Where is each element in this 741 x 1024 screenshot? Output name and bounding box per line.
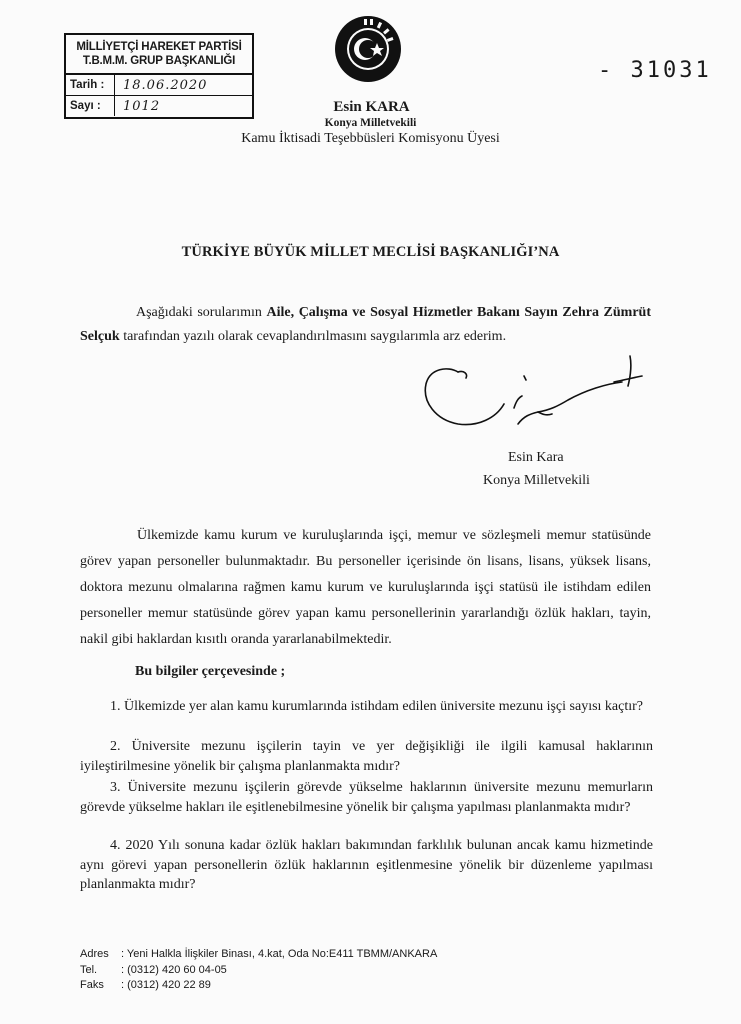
document-number: - 31031 xyxy=(598,58,712,83)
question-text: 4. 2020 Yılı sonuna kadar özlük hakları bakımından farklılık bulunan ancak kamu hizmetinde aynı görevi yapan personellerin özlük haklarının eşitlenmesine yönelik bir düzenleme yapılması planlanmakta mıdır? xyxy=(80,838,653,892)
footer-address-value: : Yeni Halkla İlişkiler Binası, 4.kat, Oda No:E411 TBMM/ANKARA xyxy=(121,948,438,960)
stamp-date-row xyxy=(66,75,252,95)
deputy-name: Esin KARA xyxy=(333,99,410,115)
contact-footer xyxy=(80,947,437,994)
footer-tel-value: : (0312) 420 60 04-05 xyxy=(121,963,227,976)
question-text: 3. Üniversite mezunu işçilerin görevde yükselme haklarının üniversite mezunu memurların görevde yükselme hakları ile eşitlenebilmesine yönelik bir çalışma yapılması planlanmakta mıdır? xyxy=(80,780,653,815)
question-3 xyxy=(80,778,653,817)
body-paragraph xyxy=(80,523,651,653)
stamp-date-label: Tarih : xyxy=(66,75,115,95)
stamp-party: MİLLİYETÇİ HAREKET PARTİSİ xyxy=(76,41,242,53)
footer-fax-label: Faks xyxy=(80,979,104,991)
handwritten-signature xyxy=(418,352,668,444)
question-1 xyxy=(80,697,653,717)
footer-address xyxy=(80,947,437,963)
signature-name: Esin Kara xyxy=(508,450,564,465)
signature-role: Konya Milletvekili xyxy=(483,473,590,488)
footer-tel xyxy=(80,963,437,979)
stamp-header xyxy=(66,35,252,75)
stamp-number-value: 1012 xyxy=(123,98,161,114)
question-text: 2. Üniversite mezunu işçilerin tayin ve yer değişikliği ile ilgili kamusal haklarının iyileştirilmesine yönelik bir çalışma planlanmakta mıdır? xyxy=(80,739,653,774)
question-text: 1. Ülkemizde yer alan kamu kurumlarında istihdam edilen üniversite mezunu işçi sayısı kaçtır? xyxy=(110,699,644,714)
deputy-role: Kamu İktisadi Teşebbüsleri Komisyonu Üyesi xyxy=(241,131,500,146)
intro-before: Aşağıdaki sorularımın xyxy=(136,305,267,320)
tbmm-seal-logo xyxy=(334,15,402,83)
footer-fax xyxy=(80,978,437,994)
deputy-province: Konya Milletvekili xyxy=(324,117,417,129)
footer-address-label: Adres xyxy=(80,948,109,960)
stamp-number-label: Sayı : xyxy=(66,96,115,116)
footer-fax-value: : (0312) 420 22 89 xyxy=(121,979,211,991)
stamp-date-value: 18.06.2020 xyxy=(123,77,208,93)
question-4 xyxy=(80,836,653,895)
intro-minister: Aile, Çalışma ve Sosyal Hizmetler Bakanı Sayın Zehra Zümrüt Selçuk xyxy=(80,305,651,344)
stamp-group: T.B.M.M. GRUP BAŞKANLIĞI xyxy=(82,55,236,67)
question-2 xyxy=(80,737,653,776)
intro-paragraph xyxy=(80,301,651,349)
subheading: Bu bilgiler çerçevesinde ; xyxy=(135,664,286,679)
addressee-title: TÜRKİYE BÜYÜK MİLLET MECLİSİ BAŞKANLIĞI’NA xyxy=(181,244,560,260)
intro-after: tarafından yazılı olarak cevaplandırılmasını saygılarımla arz ederim. xyxy=(119,329,507,344)
body-text: Ülkemizde kamu kurum ve kuruluşlarında işçi, memur ve sözleşmeli memur statüsünde görev yapan personeller bulunmaktadır. Bu personeller içerisinde ön lisans, lisans, yüksek lisans, doktora mezunu olmalarına rağmen kamu kurum ve kuruluşlarında işçi statüsü ile istihdam edilen personeller memur statüsünde görev yapan kamu personellerinin yararlandığı özlük hakları, tayin, nakil gibi haklardan kısıtlı oranda yararlanabilmektedir. xyxy=(80,528,651,647)
footer-tel-label: Tel. xyxy=(80,963,98,976)
